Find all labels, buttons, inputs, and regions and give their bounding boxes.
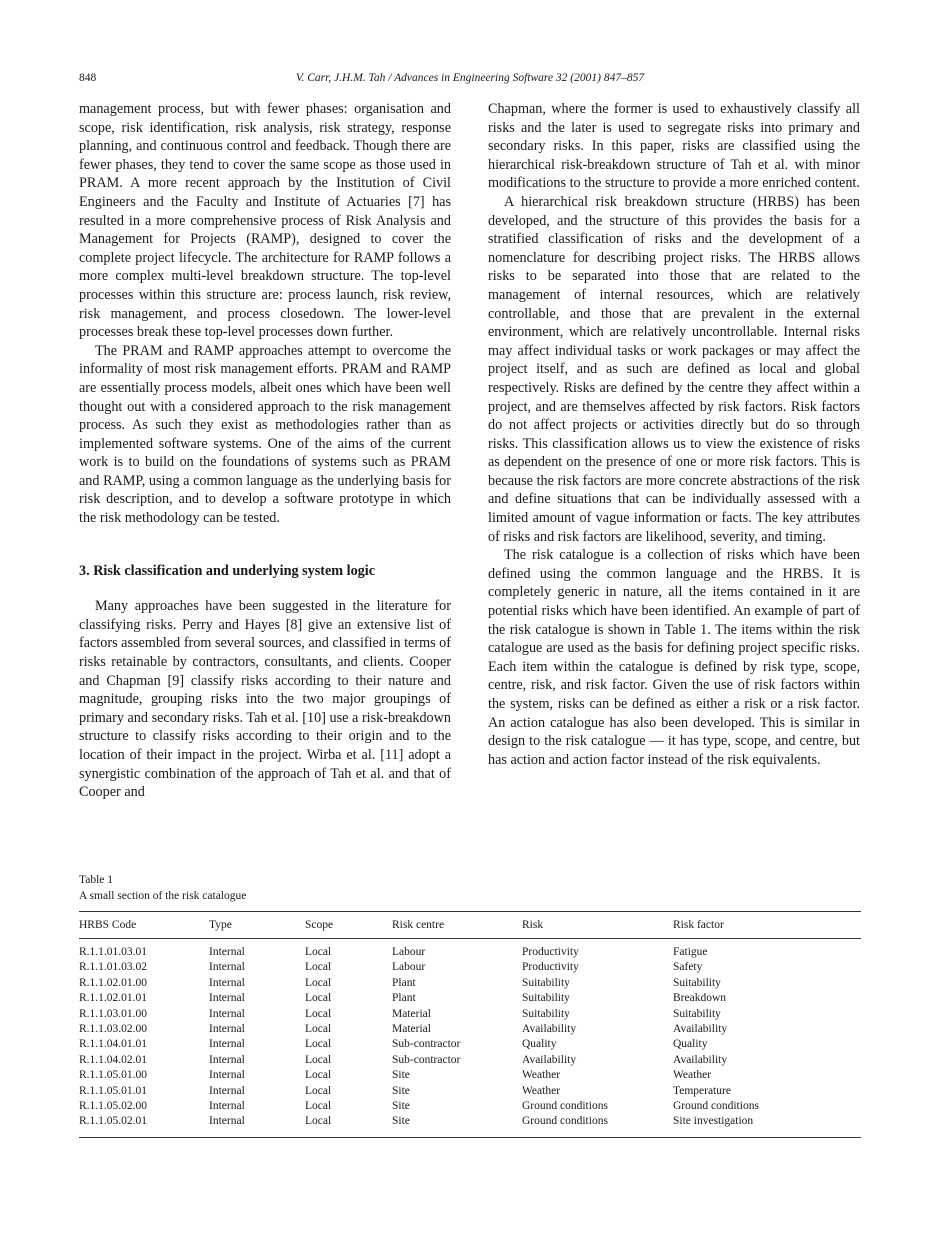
- cell-hrbs-code: R.1.1.05.01.01: [79, 1084, 148, 1097]
- cell-risk: Suitability: [522, 1007, 570, 1020]
- paragraph: management process, but with fewer phases: organisation and scope, risk identification, risk analysis, risk strategy, response planning, and continuous control and feedback. Though there are fewer phases, they tend to cover the same scope as those used in PRAM. A more recent approach by the Institution of Civil Engineers and the Faculty and Institute of Actuaries [7] has resulted in a more comprehensive process of Risk Analysis and Management for Projects (RAMP), designed to cover the complete project lifecycle. The architecture for RAMP follows a more complex multi-level breakdown structure. The top-level processes within this structure are: process launch, risk review, risk management, and process closedown. The lower-level processes break these top-level processes down further.: [79, 101, 451, 341]
- cell-risk-factor: Safety: [673, 961, 703, 974]
- cell-type: Internal: [209, 1069, 245, 1082]
- paragraph: The PRAM and RAMP approaches attempt to overcome the informality of most risk management efforts. PRAM and RAMP are essentially process models, albeit ones which have been well thought out with a considered approach to the risk management process. As such they exist as methodologies rather than as implemented software systems. One of the aims of the current work is to build on the foundations of systems such as PRAM and RAMP, using a common language as the underlying basis for risk description, and to develop a software prototype in which the risk methodology can be tested.: [79, 342, 451, 527]
- column-header-type: Type: [209, 912, 305, 939]
- cell-hrbs-code: R.1.1.03.02.00: [79, 1023, 148, 1036]
- column-header-risk: Risk: [522, 912, 673, 939]
- cell-scope: Local: [305, 1100, 332, 1113]
- cell-risk: Weather: [522, 1069, 561, 1082]
- cell-type: Internal: [209, 1100, 245, 1113]
- table-row: [79, 1084, 861, 1099]
- cell-risk-factor: Temperature: [673, 1084, 731, 1097]
- table-row: [79, 991, 861, 1006]
- table-1: [79, 873, 861, 1138]
- cell-scope: Local: [305, 976, 332, 989]
- table-caption: A small section of the risk catalogue: [79, 889, 247, 902]
- cell-scope: Local: [305, 946, 332, 958]
- cell-type: Internal: [209, 946, 245, 958]
- table-body: [79, 939, 861, 1138]
- cell-risk-factor: Site investigation: [673, 1115, 754, 1128]
- cell-risk: Weather: [522, 1084, 561, 1097]
- journal-reference: V. Carr, J.H.M. Tah / Advances in Engineering Software 32 (2001) 847–857: [295, 72, 645, 84]
- paragraph: The risk catalogue is a collection of risks which have been defined using the common language and the HRBS. It is completely generic in nature, all the items contained in it are potential risks which have been identified. An example of part of the risk catalogue is shown in Table 1. The items within the risk catalogue are used as the basis for defining project specific risks. Each item within the catalogue is defined by risk type, scope, centre, risk, and risk factor. Given the use of risk factors within the system, risks can be defined as either a risk or a risk factor. An action catalogue has also been developed. This is similar in design to the risk catalogue — it has type, scope, and centre, but has action and action factor instead of the risk equivalents.: [488, 547, 860, 768]
- cell-risk: Availability: [522, 1023, 577, 1036]
- cell-hrbs-code: R.1.1.05.02.01: [79, 1115, 148, 1128]
- cell-risk-factor: Suitability: [673, 1007, 721, 1020]
- cell-hrbs-code: R.1.1.01.03.01: [79, 946, 148, 958]
- cell-risk-centre: Site: [392, 1069, 410, 1082]
- cell-type: Internal: [209, 1007, 245, 1020]
- cell-risk-centre: Material: [392, 1007, 431, 1020]
- cell-risk-factor: Breakdown: [673, 992, 727, 1005]
- cell-scope: Local: [305, 1007, 332, 1020]
- cell-type: Internal: [209, 1053, 245, 1066]
- cell-risk-factor: Ground conditions: [673, 1100, 759, 1113]
- table-row: [79, 1114, 861, 1137]
- table-label: Table 1: [79, 874, 114, 886]
- cell-scope: Local: [305, 961, 332, 974]
- page-number: 848: [79, 72, 97, 84]
- cell-risk-centre: Plant: [392, 976, 416, 989]
- cell-risk: Ground conditions: [522, 1115, 608, 1128]
- right-column: [488, 100, 860, 769]
- cell-hrbs-code: R.1.1.02.01.00: [79, 976, 148, 989]
- table-row: [79, 939, 861, 961]
- cell-hrbs-code: R.1.1.05.01.00: [79, 1069, 148, 1082]
- table-row: [79, 976, 861, 991]
- cell-risk-centre: Labour: [392, 961, 426, 974]
- cell-scope: Local: [305, 1115, 332, 1128]
- column-header-scope: Scope: [305, 912, 392, 939]
- cell-risk-centre: Sub-contractor: [392, 1053, 461, 1066]
- cell-risk-centre: Labour: [392, 946, 426, 958]
- cell-risk-centre: Plant: [392, 992, 416, 1005]
- paragraph: Chapman, where the former is used to exhaustively classify all risks and the later is used to segregate risks into primary and secondary risks. In this paper, risks are classified using the hierarchical risk-breakdown structure of Tah et al. with minor modifications to the structure to provide a more enriched content.: [488, 101, 860, 192]
- left-column: [79, 100, 451, 802]
- paragraph: Many approaches have been suggested in the literature for classifying risks. Perry and Hayes [8] give an extensive list of factors assembled from several sources, and classified in terms of risks retainable by contractors, consultants, and clients. Cooper and Chapman [9] classify risks according to their nature and magnitude, grouping risks into the two major groupings of primary and secondary risks. Tah et al. [10] use a risk-breakdown structure to classify risks according to their origin and to the location of their impact in the project. Wirba et al. [11] adopt a synergistic combination of the approach of Tah et al. and that of Cooper and: [79, 598, 451, 801]
- cell-risk-factor: Weather: [673, 1069, 712, 1082]
- cell-scope: Local: [305, 1023, 332, 1036]
- column-header-risk-factor: Risk factor: [673, 912, 861, 939]
- cell-type: Internal: [209, 1038, 245, 1051]
- paragraph: A hierarchical risk breakdown structure (HRBS) has been developed, and the structure of this provides the basis for a stratified classification of risks and the development of a nomenclature for describing project risks. The HRBS allows risks to be separated into those that are related to the management of internal resources, which are relatively controllable, and those that are prevalent in the external environment, which are relatively uncontrollable. Internal risks may affect individual tasks or work packages or may affect the project itself, and as such are defined as local and global respectively. Risks are defined by the centre they affect within a project, and are themselves affected by risk factors. Risk factors do not affect projects or activities directly but do so through risks. This classification allows us to view the existence of risks as dependent on the presence of one or more risk factors. This is because the risk factors are more concrete abstractions of the risk and define situations that can be individually assessed with a limited amount of vague information or facts. The key attributes of risks and risk factors are likelihood, severity, and timing.: [488, 193, 860, 545]
- cell-hrbs-code: R.1.1.04.02.01: [79, 1053, 148, 1066]
- cell-risk-centre: Material: [392, 1023, 431, 1036]
- cell-risk-factor: Quality: [673, 1038, 708, 1051]
- cell-risk-centre: Site: [392, 1084, 410, 1097]
- cell-scope: Local: [305, 1038, 332, 1051]
- cell-risk-centre: Site: [392, 1100, 410, 1113]
- cell-risk-centre: Site: [392, 1115, 410, 1128]
- table-row: [79, 1053, 861, 1068]
- cell-type: Internal: [209, 992, 245, 1005]
- cell-hrbs-code: R.1.1.03.01.00: [79, 1007, 148, 1020]
- cell-risk: Productivity: [522, 961, 579, 974]
- cell-type: Internal: [209, 1023, 245, 1036]
- cell-risk: Productivity: [522, 946, 579, 958]
- table-header-row: [79, 912, 861, 939]
- table-row: [79, 1099, 861, 1114]
- cell-risk-centre: Sub-contractor: [392, 1038, 461, 1051]
- risk-catalogue-table: [79, 911, 861, 1138]
- cell-hrbs-code: R.1.1.01.03.02: [79, 961, 148, 974]
- cell-hrbs-code: R.1.1.05.02.00: [79, 1100, 148, 1113]
- cell-hrbs-code: R.1.1.02.01.01: [79, 992, 148, 1005]
- cell-scope: Local: [305, 1069, 332, 1082]
- cell-scope: Local: [305, 1084, 332, 1097]
- cell-scope: Local: [305, 1053, 332, 1066]
- column-header-hrbs-code: HRBS Code: [79, 912, 209, 939]
- table-row: [79, 1022, 861, 1037]
- section-heading: 3. Risk classification and underlying system logic: [79, 562, 375, 579]
- table-row: [79, 1068, 861, 1083]
- table-row: [79, 960, 861, 975]
- cell-risk-factor: Availability: [673, 1023, 728, 1036]
- cell-type: Internal: [209, 1115, 245, 1128]
- cell-type: Internal: [209, 976, 245, 989]
- table-row: [79, 1037, 861, 1052]
- cell-risk: Quality: [522, 1038, 557, 1051]
- cell-type: Internal: [209, 1084, 245, 1097]
- running-header: [79, 72, 861, 90]
- cell-risk-factor: Availability: [673, 1053, 728, 1066]
- cell-risk: Suitability: [522, 992, 570, 1005]
- cell-type: Internal: [209, 961, 245, 974]
- cell-risk: Availability: [522, 1053, 577, 1066]
- column-header-risk-centre: Risk centre: [392, 912, 522, 939]
- cell-scope: Local: [305, 992, 332, 1005]
- cell-risk-factor: Suitability: [673, 976, 721, 989]
- cell-risk: Ground conditions: [522, 1100, 608, 1113]
- cell-risk-factor: Fatigue: [673, 946, 708, 958]
- table-row: [79, 1007, 861, 1022]
- cell-risk: Suitability: [522, 976, 570, 989]
- cell-hrbs-code: R.1.1.04.01.01: [79, 1038, 148, 1051]
